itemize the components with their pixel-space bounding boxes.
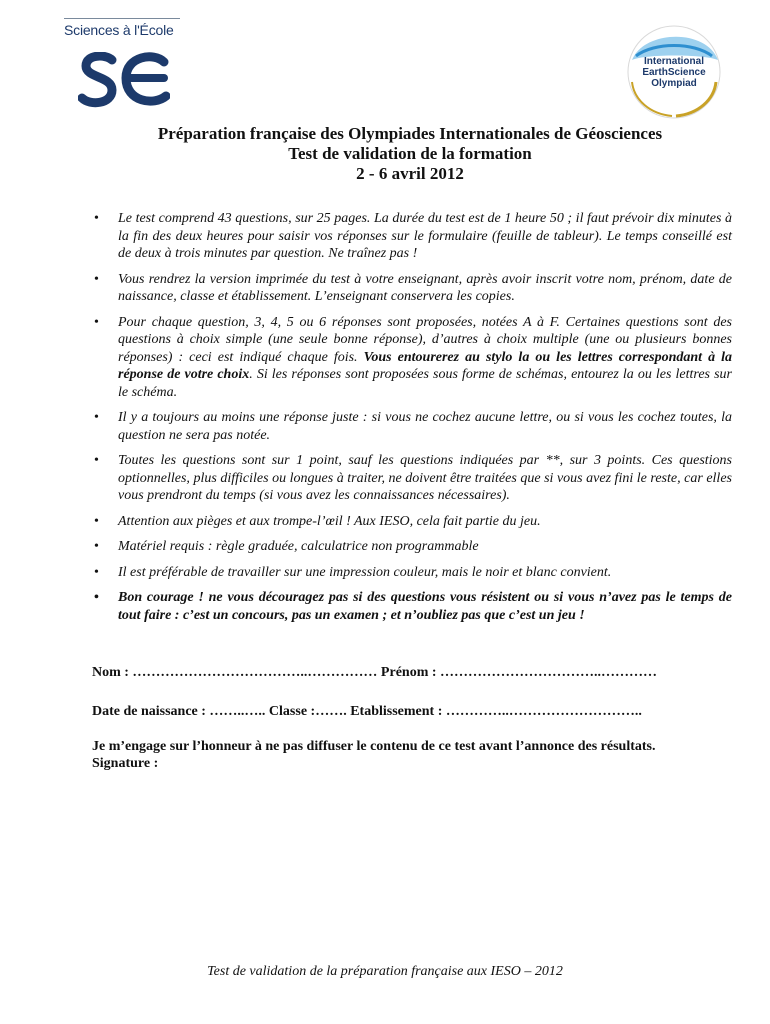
instruction-at-least-one: • Il y a toujours au moins une réponse juste : si vous ne cochez aucune lettre, ou si vous les cochez toutes, la question ne sera pas notée. <box>92 409 732 444</box>
engagement-text: Je m’engage sur l’honneur à ne pas diffuser le contenu de ce test avant l’annonce des résultats. <box>92 739 656 754</box>
engagement-block <box>92 738 737 772</box>
instruction-materials: • Matériel requis : règle graduée, calculatrice non programmable <box>92 538 732 556</box>
signature-label[interactable]: Signature : <box>92 756 159 771</box>
title-line-3: 2 - 6 avril 2012 <box>356 164 464 183</box>
se-monogram-icon <box>78 52 170 108</box>
logo-rule <box>64 18 180 19</box>
ieso-logo-line1: International <box>643 56 704 67</box>
sciences-a-l-ecole-logo <box>64 16 184 108</box>
name-field-line[interactable]: Nom : ………………………………..…………… Prénom : ……………………………..………… <box>92 665 658 680</box>
answer-format-text-1: Pour chaque question, 3, 4, 5 ou 6 réponses sont proposées, notées A à F. Certaines questions sont des questions à choix simple (une seule bonne réponse), d’autres à choix multiple (une ou plusieurs bonnes réponses) : ceci est indiqué chaque fois. <box>118 314 732 365</box>
answer-format-bold: Vous entourerez au stylo la ou les lettres correspondant à la réponse de votre choix <box>118 349 733 382</box>
instruction-traps: • Attention aux pièges et aux trompe-l’œil ! Aux IESO, cela fait partie du jeu. <box>92 513 732 531</box>
page-footer: Test de validation de la préparation française aux IESO – 2012 <box>207 964 563 979</box>
title-line-2: Test de validation de la formation <box>288 144 532 163</box>
instruction-good-luck: • Bon courage ! ne vous découragez pas si des questions vous résistent ou si vous n’avez pas le temps de tout faire : c’est un concours, pas un examen ; et n’oubliez pas que c’est un jeu ! <box>92 589 732 624</box>
instructions-list <box>92 210 732 632</box>
ieso-logo-line2: EarthScience <box>642 67 706 78</box>
instruction-scoring: • Toutes les questions sont sur 1 point, sauf les questions indiquées par **, sur 3 points. Ces questions optionnelles, plus difficiles ou longues à traiter, ne doivent être traitées que si vous avez fini le reste, car elles vous prendront du temps (si vous avez les connaissances nécessaires). <box>92 452 732 505</box>
instruction-print-color: • Il est préférable de travailler sur une impression couleur, mais le noir et blanc convient. <box>92 564 732 582</box>
instruction-printed-copy: • Vous rendrez la version imprimée du test à votre enseignant, après avoir inscrit votre nom, prénom, date de naissance, classe et établissement. L’enseignant conservera les copies. <box>92 271 732 306</box>
instruction-answer-format <box>92 314 732 402</box>
birth-class-school-line[interactable]: Date de naissance : ……..….. Classe :……. Etablissement : …………..……………………….. <box>92 704 642 719</box>
instruction-duration: • Le test comprend 43 questions, sur 25 pages. La durée du test est de 1 heure 50 ; il faut prévoir dix minutes à la fin des deux heures pour saisir vos réponses sur le formulaire (feuille de tableur). Le temps conseillé est de deux à trois minutes par question. Ne traînez pas ! <box>92 210 732 263</box>
ieso-logo <box>614 20 734 120</box>
logo-brand-text: Sciences à l'École <box>64 22 174 38</box>
ieso-logo-line3: Olympiad <box>651 78 697 89</box>
title-line-1: Préparation française des Olympiades Internationales de Géosciences <box>157 124 663 143</box>
document-title <box>60 124 760 184</box>
answer-format-text-2: . Si les réponses sont proposées sous forme de schémas, entourez la ou les lettres sur le schéma. <box>118 367 732 400</box>
